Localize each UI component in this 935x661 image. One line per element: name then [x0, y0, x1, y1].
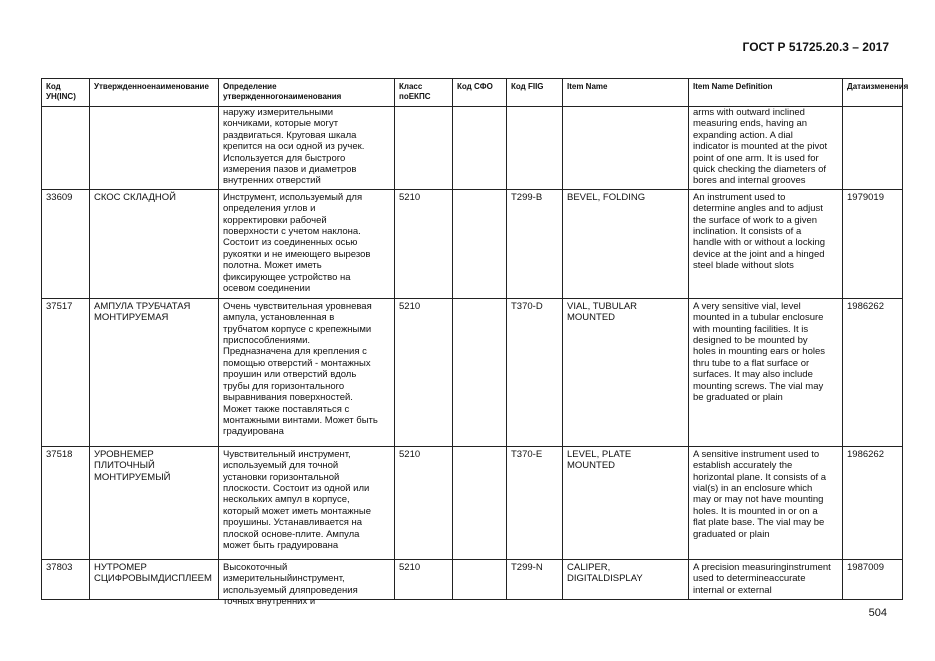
text-line: ЦИФРОВЫМ	[100, 573, 159, 585]
text-line: ЕКПС	[408, 92, 431, 101]
cell-item-name	[563, 189, 689, 298]
text-line: крепится на оси одной из ручек.	[223, 141, 365, 153]
cell-date-changed: 1979019	[843, 189, 903, 298]
cell-approved-name-text	[94, 562, 215, 597]
text-line: be graduated or plain	[693, 392, 783, 404]
text-line: Item Name Definition	[693, 82, 773, 91]
text-line: поверхности с учетом наклона.	[223, 226, 361, 238]
table-header-row	[42, 79, 903, 107]
cell-item-name-definition-text	[693, 562, 839, 597]
text-line: наименования	[283, 92, 342, 101]
text-line: Предназначена для крепления с	[223, 346, 367, 358]
text-line: кончиками, которые могут	[223, 118, 339, 130]
cell-approved-name	[90, 298, 219, 446]
header-item-name-definition-text	[693, 82, 839, 92]
cell-code-un-text: 37803	[46, 561, 73, 573]
text-line: handle with or without a locking	[693, 237, 826, 249]
text-line: раздвигаться. Круговая шкала	[223, 129, 357, 141]
cell-code-un	[42, 559, 90, 599]
text-line: point of one arm. It is used for	[693, 152, 819, 164]
text-line: BEVEL, FOLDING	[567, 191, 646, 203]
text-line: Код УН	[46, 82, 61, 101]
cell-definition	[219, 189, 395, 298]
text-line: CALIPER, DIGITAL	[567, 561, 611, 585]
header-item-name-definition	[689, 79, 843, 107]
text-line: плоской основе-плите. Ампула	[223, 528, 360, 540]
text-line: НУТРОМЕР С	[94, 561, 147, 585]
text-line: СКОС СКЛАДНОЙ	[94, 191, 176, 203]
header-class-ekps	[395, 79, 453, 107]
text-line: осевом соединении	[223, 283, 311, 295]
text-line: device at the joint and a hinged	[693, 248, 825, 260]
text-line: наименование	[151, 82, 209, 91]
header-code-sfo-text	[457, 82, 503, 92]
text-line: монтажными винтами. Может быть	[223, 414, 378, 426]
text-line: DISPLAY	[603, 573, 643, 585]
cell-code-fiig: T370-D	[507, 298, 563, 446]
text-line: Код FIIG	[511, 82, 544, 91]
text-line: Может также поставляться с	[223, 403, 350, 415]
text-line: inclination. It consists of a	[693, 226, 802, 238]
cell-code-un: 37517	[42, 298, 90, 446]
text-line: establish accurately the	[693, 460, 793, 472]
cell-definition	[219, 559, 395, 608]
text-line: который может иметь монтажные	[223, 505, 371, 517]
text-line: indicator is mounted at the pivot	[693, 141, 828, 153]
text-line: may or may not have mounting	[693, 494, 824, 506]
cell-approved-name	[90, 189, 219, 298]
cell-item-name-text	[567, 562, 685, 597]
cell-approved-name	[90, 446, 219, 559]
page-number: 504	[868, 607, 887, 619]
text-line: ПЛИТОЧНЫЙ	[94, 460, 155, 472]
cell-date-changed-text: 1987009	[847, 561, 884, 573]
cell-date-changed: 1986262	[843, 446, 903, 559]
text-line: инструмент, используемый для	[223, 573, 345, 596]
text-line: Код СФО	[457, 82, 493, 91]
text-line: the surface of work to a given	[693, 214, 818, 226]
text-line: ампула, установленная в	[223, 312, 335, 324]
cell-class-ekps: 5210	[395, 189, 453, 298]
text-line: трубы для горизонтального	[223, 380, 345, 392]
cell-date-changed	[843, 107, 903, 190]
text-line: установки горизонтальной	[223, 471, 340, 483]
table-row	[42, 107, 903, 190]
cell-item-name	[563, 446, 689, 559]
text-line: An instrument used to	[693, 191, 786, 203]
cell-code-sfo	[453, 446, 507, 559]
catalog-table	[41, 78, 909, 608]
cell-definition	[219, 446, 395, 559]
cell-code-fiig-text: T299-N	[511, 561, 543, 573]
text-line: может быть градуирована	[223, 540, 339, 552]
text-line: корректировки рабочей	[223, 214, 327, 226]
text-line: Чувствительный инструмент,	[223, 448, 351, 460]
cell-item-name-definition	[689, 107, 843, 190]
text-line: accurate internal or external	[693, 573, 806, 596]
header-item-name-text	[567, 82, 685, 92]
text-line: проведения точных внутренних и	[223, 584, 358, 608]
cell-code-sfo	[453, 559, 507, 599]
text-line: LEVEL, PLATE	[567, 448, 632, 460]
text-line: Дата	[847, 82, 866, 91]
text-line: рукоятки и не имеющего вырезов	[223, 248, 371, 260]
cell-code-un: 37518	[42, 446, 90, 559]
text-line: expanding action. A dial	[693, 129, 793, 141]
text-line: surfaces. It may also include	[693, 369, 813, 381]
text-line: horizontal plane. It consists of a	[693, 471, 827, 483]
text-line: УРОВНЕМЕР	[94, 448, 154, 460]
text-line: holes in mounting ears or holes	[693, 346, 826, 358]
header-definition	[219, 79, 395, 107]
text-line: mounting screws. The vial may	[693, 380, 824, 392]
cell-code-sfo-text	[457, 562, 503, 597]
table-row	[42, 446, 903, 559]
cell-item-name-definition	[689, 446, 843, 559]
cell-date-changed: 1986262	[843, 298, 903, 446]
text-line: A precision measuring	[693, 561, 787, 573]
text-line: внутренних отверстий	[223, 175, 321, 187]
text-line: designed to be mounted by	[693, 335, 808, 347]
cell-code-sfo	[453, 107, 507, 190]
header-definition-text	[223, 82, 391, 102]
cell-class-ekps: 5210	[395, 298, 453, 446]
text-line: АМПУЛА ТРУБЧАТАЯ	[94, 300, 191, 312]
header-class-ekps-text	[399, 82, 449, 102]
header-approved-name	[90, 79, 219, 107]
text-line: steel blade without slots	[693, 260, 794, 272]
text-line: МОНТИРУЕМАЯ	[94, 312, 169, 324]
cell-code-un	[42, 107, 90, 190]
cell-item-name-definition	[689, 559, 843, 599]
text-line: приспособлениями.	[223, 335, 311, 347]
text-line: (INC)	[56, 92, 76, 101]
cell-code-sfo	[453, 189, 507, 298]
text-line: Класс по	[399, 82, 423, 101]
cell-class-ekps	[395, 107, 453, 190]
header-code-fiig	[507, 79, 563, 107]
text-line: holes. It is mounted in or on a	[693, 505, 818, 517]
text-line: ДИСПЛЕЕМ	[158, 573, 212, 585]
cell-definition-text	[223, 561, 391, 608]
text-line: Высокоточный измерительный	[223, 561, 293, 585]
text-line: помощью отверстий - монтажных	[223, 357, 371, 369]
text-line: VIAL, TUBULAR	[567, 300, 638, 312]
text-line: Определение утвержденного	[223, 82, 284, 101]
cell-class-ekps: 5210	[395, 446, 453, 559]
text-line: with mounting facilities. It is	[693, 323, 809, 335]
cell-item-name-definition	[689, 298, 843, 446]
header-date-changed	[843, 79, 909, 107]
text-line: measuring ends, having an	[693, 118, 808, 130]
text-line: фиксирующее устройство на	[223, 271, 351, 283]
text-line: instrument used to determine	[693, 561, 831, 585]
text-line: определения углов и	[223, 203, 316, 215]
text-line: измерения пазов и диаметров	[223, 164, 357, 176]
table-row	[42, 189, 903, 298]
header-code-un	[42, 79, 90, 107]
text-line: thru tube to a flat surface or	[693, 357, 810, 369]
text-line: graduated or plain	[693, 528, 770, 540]
text-line: Состоит из соединенных осью	[223, 237, 358, 249]
text-line: изменения	[865, 82, 909, 91]
table-row	[42, 298, 903, 446]
cell-code-sfo	[453, 298, 507, 446]
cell-item-name	[563, 107, 689, 190]
text-line: проушины. Устанавливается на	[223, 517, 363, 529]
text-line: плоскости. Состоит из одной или	[223, 483, 370, 495]
text-line: arms with outward inclined	[693, 107, 805, 118]
text-line: A sensitive instrument used to	[693, 448, 820, 460]
text-line: Инструмент, используемый для	[223, 191, 363, 203]
text-line: проушин или отверстий вдоль	[223, 369, 357, 381]
text-line: полотна. Может иметь	[223, 260, 322, 272]
header-code-sfo	[453, 79, 507, 107]
text-line: Утвержденное	[94, 82, 152, 91]
text-line: МОНТИРУЕМЫЙ	[94, 471, 171, 483]
cell-date-changed	[843, 559, 903, 599]
text-line: MOUNTED	[567, 460, 616, 472]
header-item-name	[563, 79, 689, 107]
cell-approved-name	[90, 559, 219, 599]
cell-code-un: 33609	[42, 189, 90, 298]
header-code-un-text	[46, 82, 86, 102]
cell-code-fiig	[507, 107, 563, 190]
text-line: Item Name	[567, 82, 608, 91]
text-line: Используется для быстрого	[223, 152, 346, 164]
text-line: используемый для точной	[223, 460, 339, 472]
cell-item-name	[563, 298, 689, 446]
cell-item-name	[563, 559, 689, 599]
header-date-changed-text	[847, 82, 909, 92]
cell-code-fiig: T299-B	[507, 189, 563, 298]
cell-code-fiig	[507, 559, 563, 599]
cell-item-name-definition	[689, 189, 843, 298]
text-line: выравнивания поверхностей.	[223, 392, 353, 404]
cell-definition	[219, 107, 395, 190]
text-line: flat plate base. The vial may be	[693, 517, 825, 529]
text-line: mounted in a tubular enclosure	[693, 312, 824, 324]
text-line: наружу измерительными	[223, 107, 334, 118]
text-line: трубчатом корпусе с крепежными	[223, 323, 372, 335]
document-standard-header: ГОСТ Р 51725.20.3 – 2017	[742, 40, 889, 54]
text-line: MOUNTED	[567, 312, 616, 324]
text-line: determine angles and to adjust	[693, 203, 823, 215]
text-line: A very sensitive vial, level	[693, 300, 801, 312]
text-line: градуирована	[223, 426, 284, 438]
text-line: нескольких ампул в корпусе,	[223, 494, 350, 506]
header-code-fiig-text	[511, 82, 559, 92]
cell-class-ekps-text: 5210	[399, 561, 421, 573]
cell-approved-name	[90, 107, 219, 190]
table-row	[42, 559, 903, 599]
text-line: bores and internal grooves	[693, 175, 806, 187]
header-approved-name-text	[94, 82, 215, 92]
cell-class-ekps	[395, 559, 453, 599]
text-line: vial(s) in an enclosure which	[693, 483, 813, 495]
text-line: quick checking the diameters of	[693, 164, 827, 176]
cell-code-fiig: T370-E	[507, 446, 563, 559]
cell-definition	[219, 298, 395, 446]
text-line: Очень чувствительная уровневая	[223, 300, 372, 312]
